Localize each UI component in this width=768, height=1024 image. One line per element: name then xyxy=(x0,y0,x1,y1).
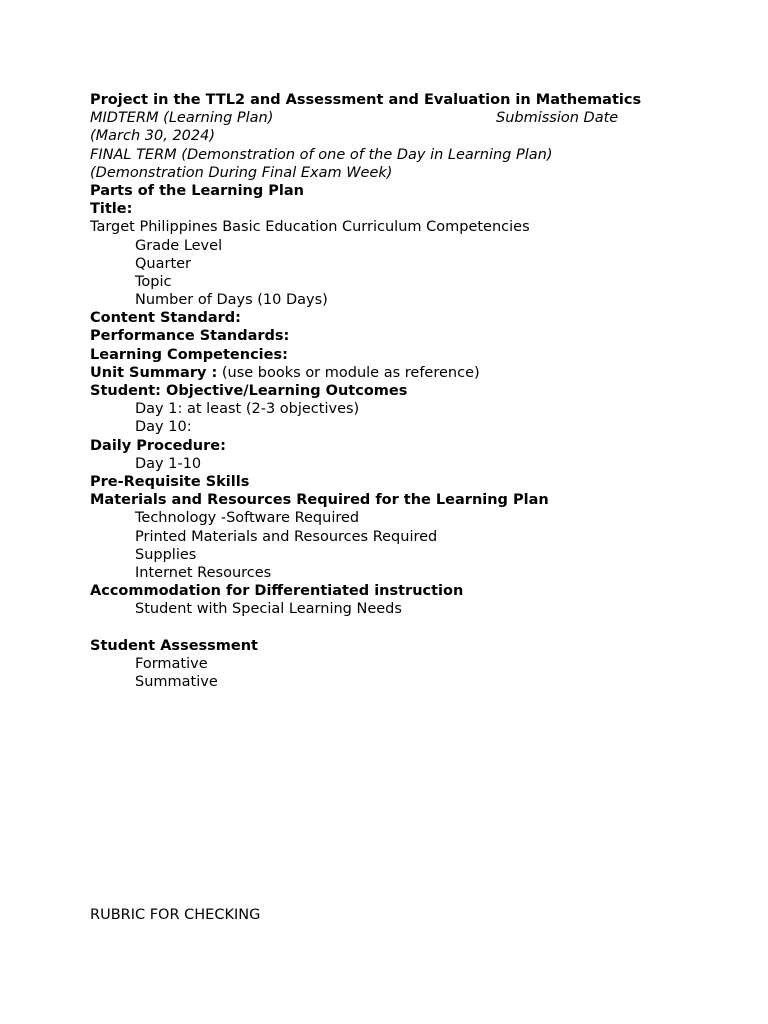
midterm-label: MIDTERM (Learning Plan) xyxy=(90,110,274,127)
accommodation-heading: Accommodation for Differentiated instruction xyxy=(90,583,464,600)
materials-heading: Materials and Resources Required for the Learning Plan xyxy=(90,492,549,509)
content-standard-heading: Content Standard: xyxy=(90,310,241,327)
materials-item: Technology -Software Required xyxy=(135,510,360,527)
materials-item: Supplies xyxy=(135,546,197,563)
title-label: Title: xyxy=(90,201,133,218)
curriculum-item: Grade Level xyxy=(135,237,223,254)
prerequisite-skills-heading: Pre-Requisite Skills xyxy=(90,473,250,490)
unit-summary-label: Unit Summary : xyxy=(90,364,218,381)
learning-competencies-heading: Learning Competencies: xyxy=(90,346,288,363)
final-term-note: (Demonstration During Final Exam Week) xyxy=(90,164,393,181)
rubric-heading: RUBRIC FOR CHECKING xyxy=(90,907,261,923)
unit-summary-note: (use books or module as reference) xyxy=(217,364,480,381)
submission-date-label: Submission Date xyxy=(496,110,619,127)
document-title: Project in the TTL2 and Assessment and Evaluation in Mathematics xyxy=(90,92,642,108)
student-objectives-heading: Student: Objective/Learning Outcomes xyxy=(90,383,408,399)
daily-procedure-heading: Daily Procedure: xyxy=(90,437,226,454)
assessment-item: Formative xyxy=(135,655,208,672)
materials-item: Printed Materials and Resources Required xyxy=(135,528,438,545)
blank-line xyxy=(90,618,730,636)
assessment-item: Summative xyxy=(135,674,218,690)
parts-heading: Parts of the Learning Plan xyxy=(90,182,304,199)
submission-date: (March 30, 2024) xyxy=(90,128,216,145)
objective-item: Day 1: at least (2-3 objectives) xyxy=(135,401,360,418)
performance-standards-heading: Performance Standards: xyxy=(90,328,290,345)
final-term-label: FINAL TERM (Demonstration of one of the Day in Learning Plan) xyxy=(90,146,553,163)
objective-item: Day 10: xyxy=(135,419,192,436)
curriculum-item: Topic xyxy=(135,273,172,290)
accommodation-item: Student with Special Learning Needs xyxy=(135,601,402,618)
assessment-heading: Student Assessment xyxy=(90,637,258,654)
unit-summary-line xyxy=(90,364,730,382)
target-curriculum: Target Philippines Basic Education Curriculum Competencies xyxy=(90,219,530,236)
midterm-line xyxy=(90,109,730,127)
procedure-item: Day 1-10 xyxy=(135,455,202,472)
materials-item: Internet Resources xyxy=(135,564,272,581)
curriculum-item: Number of Days (10 Days) xyxy=(135,292,328,309)
curriculum-item: Quarter xyxy=(135,255,192,272)
document-body xyxy=(90,91,730,691)
